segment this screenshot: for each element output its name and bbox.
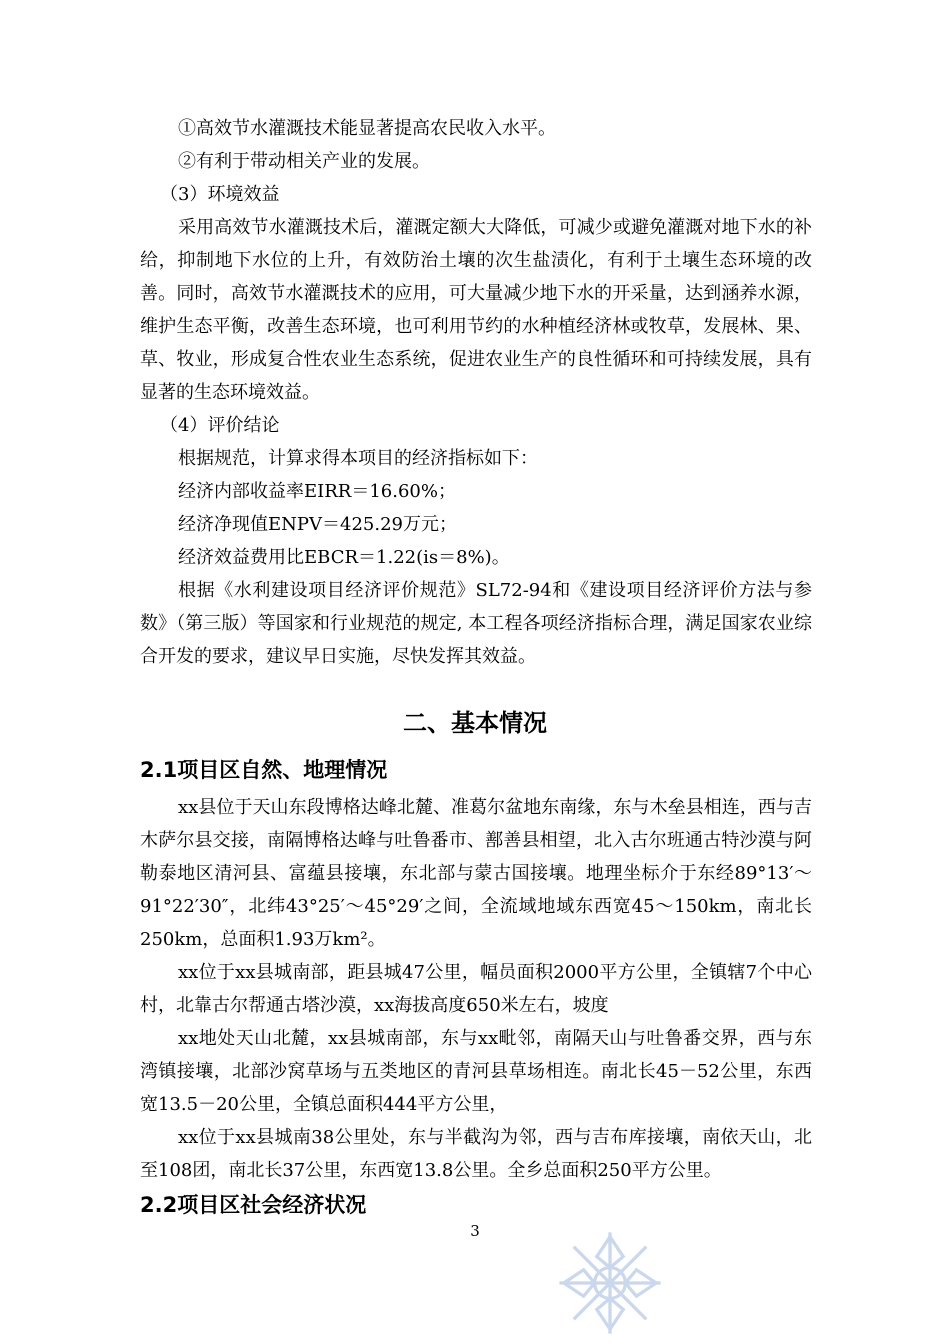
paragraph-conclusion: 根据《水利建设项目经济评价规范》SL72-94和《建设项目经济评价方法与参数》（第三版）等国家和行业规范的规定, 本工程各项经济指标合理，满足国家农业综合开发的要求，建议早日实施，尽快发挥其效益。 bbox=[140, 580, 812, 667]
chapter-title: 二、基本情况 bbox=[403, 709, 547, 737]
paragraph-ebcr: 经济效益费用比EBCR＝1.22(is＝8%)。 bbox=[178, 547, 510, 568]
paragraph-township-location: xx位于xx县城南38公里处，东与半截沟为邻，西与吉布库接壤，南依天山，北至108团，南北长37公里，东西宽13.8公里。全乡总面积250平方公里。 bbox=[140, 1127, 812, 1181]
snowflake-watermark-icon bbox=[555, 1228, 665, 1338]
paragraph-county-location: xx县位于天山东段博格达峰北麓、准葛尔盆地东南缘，东与木垒县相连，西与吉木萨尔县交接，南隔博格达峰与吐鲁番市、鄯善县相望，北入古尔班通古特沙漠与阿勒泰地区清河县、富蕴县接壤，东北部与蒙古国接壤。地理坐标介于东经89°13′～91°22′30″，北纬43°25′～45°29′之间，全流域地域东西宽45～150km，南北长250km，总面积1.93万km²。 bbox=[140, 797, 812, 950]
heading-evaluation-conclusion: （4）评价结论 bbox=[160, 415, 280, 436]
heading-environment-benefit: （3）环境效益 bbox=[160, 184, 280, 205]
section-title-2-2: 2.2项目区社会经济状况 bbox=[140, 1193, 367, 1217]
paragraph-environment: 采用高效节水灌溉技术后，灌溉定额大大降低，可减少或避免灌溉对地下水的补给，抑制地下水位的上升，有效防治土壤的次生盐渍化，有利于土壤生态环境的改善。同时，高效节水灌溉技术的应用，可大量减少地下水的开采量，达到涵养水源，维护生态平衡，改善生态环境，也可利用节约的水种植经济林或牧草，发展林、果、草、牧业，形成复合性农业生态系统，促进农业生产的良性循环和可持续发展，具有显著的生态环境效益。 bbox=[140, 217, 812, 403]
paragraph-income: ①高效节水灌溉技术能显著提高农民收入水平。 bbox=[178, 118, 556, 139]
paragraph-town-location: xx位于xx县城南部，距县城47公里，幅员面积2000平方公里，全镇辖7个中心村，北靠古尔帮通古塔沙漠，xx海拔高度650米左右，坡度 bbox=[140, 962, 812, 1016]
page-number: 3 bbox=[470, 1222, 480, 1240]
paragraph-town-boundaries: xx地处天山北麓，xx县城南部，东与xx毗邻，南隔天山与吐鲁番交界，西与东湾镇接壤，北部沙窝草场与五类地区的青河县草场相连。南北长45－52公里，东西宽13.5－20公里，全镇总面积444平方公里， bbox=[140, 1028, 812, 1115]
section-title-2-1: 2.1项目区自然、地理情况 bbox=[140, 758, 388, 782]
paragraph-industry: ②有利于带动相关产业的发展。 bbox=[178, 151, 430, 172]
paragraph-eirr: 经济内部收益率EIRR＝16.60%； bbox=[178, 481, 456, 502]
paragraph-indicators-intro: 根据规范，计算求得本项目的经济指标如下： bbox=[178, 448, 538, 469]
paragraph-enpv: 经济净现值ENPV＝425.29万元； bbox=[178, 514, 457, 535]
